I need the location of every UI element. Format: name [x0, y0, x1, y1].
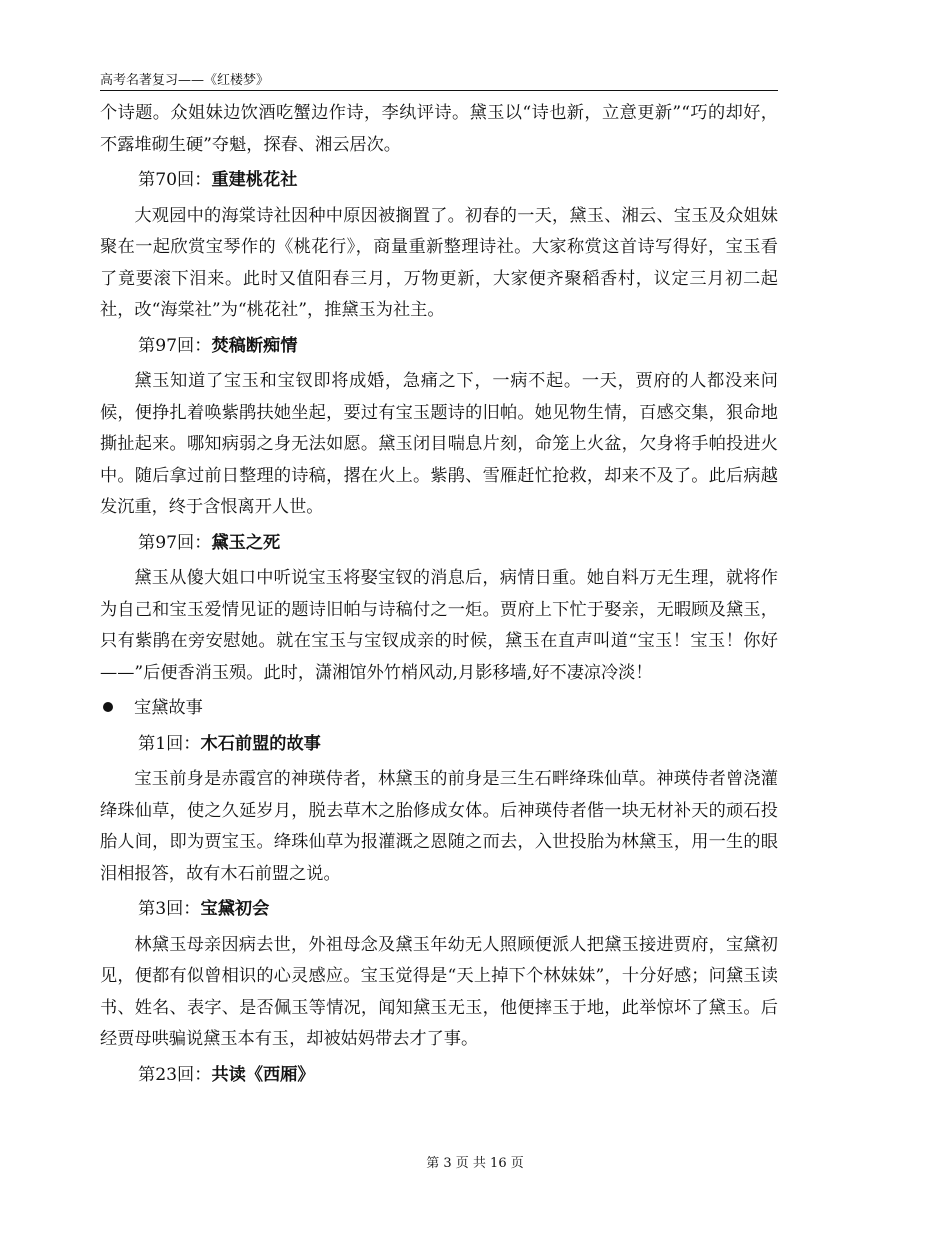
bullet-icon: [103, 702, 113, 712]
section-title: 黛玉之死: [211, 532, 281, 553]
page-footer: 第 3 页 共 16 页: [426, 1156, 524, 1171]
section-title: 共读《西厢》: [211, 1064, 315, 1085]
chapter-number: 第23回：: [138, 1064, 212, 1085]
section-heading-70: [100, 165, 778, 197]
section-heading-97b: [100, 528, 778, 560]
section-paragraph-70: 大观园中的海棠诗社因种中原因被搁置了。初春的一天，黛玉、湘云、宝玉及众姐妹聚在一起欣赏宝琴作的《桃花行》，商量重新整理诗社。大家称赏这首诗写得好，宝玉看了竟要滚下泪来。此时又值阳春三月，万物更新，大家便齐聚稻香村，议定三月初二起社，改“海棠社”为“桃花社”，推黛玉为社主。: [100, 205, 778, 320]
intro-continuation-paragraph: 个诗题。众姐妹边饮酒吃蟹边作诗，李纨评诗。黛玉以“诗也新，立意更新”“巧的却好，不露堆砌生硬”夺魁，探春、湘云居次。: [100, 103, 778, 155]
section-paragraph-3: 林黛玉母亲因病去世，外祖母念及黛玉年幼无人照顾便派人把黛玉接进贾府，宝黛初见，便都有似曾相识的心灵感应。宝玉觉得是“天上掉下个林妹妹”，十分好感；问黛玉读书、姓名、表字、是否佩玉等情况，闻知黛玉无玉，他便摔玉于地，此举惊坏了黛玉。后经贾母哄骗说黛玉本有玉，却被姑妈带去才了事。: [100, 934, 778, 1049]
section-heading-23: [100, 1060, 778, 1092]
page-header: 高考名著复习——《红楼梦》: [100, 73, 270, 88]
section-title: 焚稿断痴情: [211, 335, 298, 356]
header-divider: [100, 90, 778, 91]
section-paragraph-97a: 黛玉知道了宝玉和宝钗即将成婚，急痛之下，一病不起。一天，贾府的人都没来问候，便挣扎着唤紫鹃扶她坐起，要过有宝玉题诗的旧帕。她见物生情，百感交集，狠命地撕扯起来。哪知病弱之身无法如愿。黛玉闭目喘息片刻，命笼上火盆，欠身将手帕投进火中。随后拿过前日整理的诗稿，撂在火上。紫鹃、雪雁赶忙抢救，却来不及了。此后病越发沉重，终于含恨离开人世。: [100, 371, 778, 517]
section-heading-97a: [100, 331, 778, 363]
bullet-item: [100, 693, 778, 725]
section-heading-3: [100, 894, 778, 926]
section-paragraph-97b: 黛玉从傻大姐口中听说宝玉将娶宝钗的消息后，病情日重。她自料万无生理，就将作为自己和宝玉爱情见证的题诗旧帕与诗稿付之一炬。贾府上下忙于娶亲，无暇顾及黛玉，只有紫鹃在旁安慰她。就在宝玉与宝钗成亲的时候，黛玉在直声叫道“宝玉！宝玉！你好——”后便香消玉殒。此时，潇湘馆外竹梢风动,月影移墙,好不凄凉冷淡！: [100, 568, 778, 683]
chapter-number: 第1回：: [138, 733, 201, 754]
section-heading-1: [100, 729, 778, 761]
chapter-number: 第3回：: [138, 899, 201, 919]
bullet-label: 宝黛故事: [134, 698, 203, 718]
chapter-number: 第97回：: [138, 532, 212, 553]
section-title: 重建桃花社: [211, 170, 298, 190]
chapter-number: 第70回：: [138, 170, 212, 190]
section-paragraph-1: 宝玉前身是赤霞宫的神瑛侍者，林黛玉的前身是三生石畔绛珠仙草。神瑛侍者曾浇灌绛珠仙草，使之久延岁月，脱去草木之胎修成女体。后神瑛侍者偕一块无材补天的顽石投胎人间，即为贾宝玉。绛珠仙草为报灌溉之恩随之而去，入世投胎为林黛玉，用一生的眼泪相报答，故有木石前盟之说。: [100, 769, 778, 884]
section-title: 宝黛初会: [200, 899, 270, 919]
document-body: [100, 98, 778, 1095]
chapter-number: 第97回：: [138, 335, 212, 356]
section-title: 木石前盟的故事: [200, 733, 321, 754]
